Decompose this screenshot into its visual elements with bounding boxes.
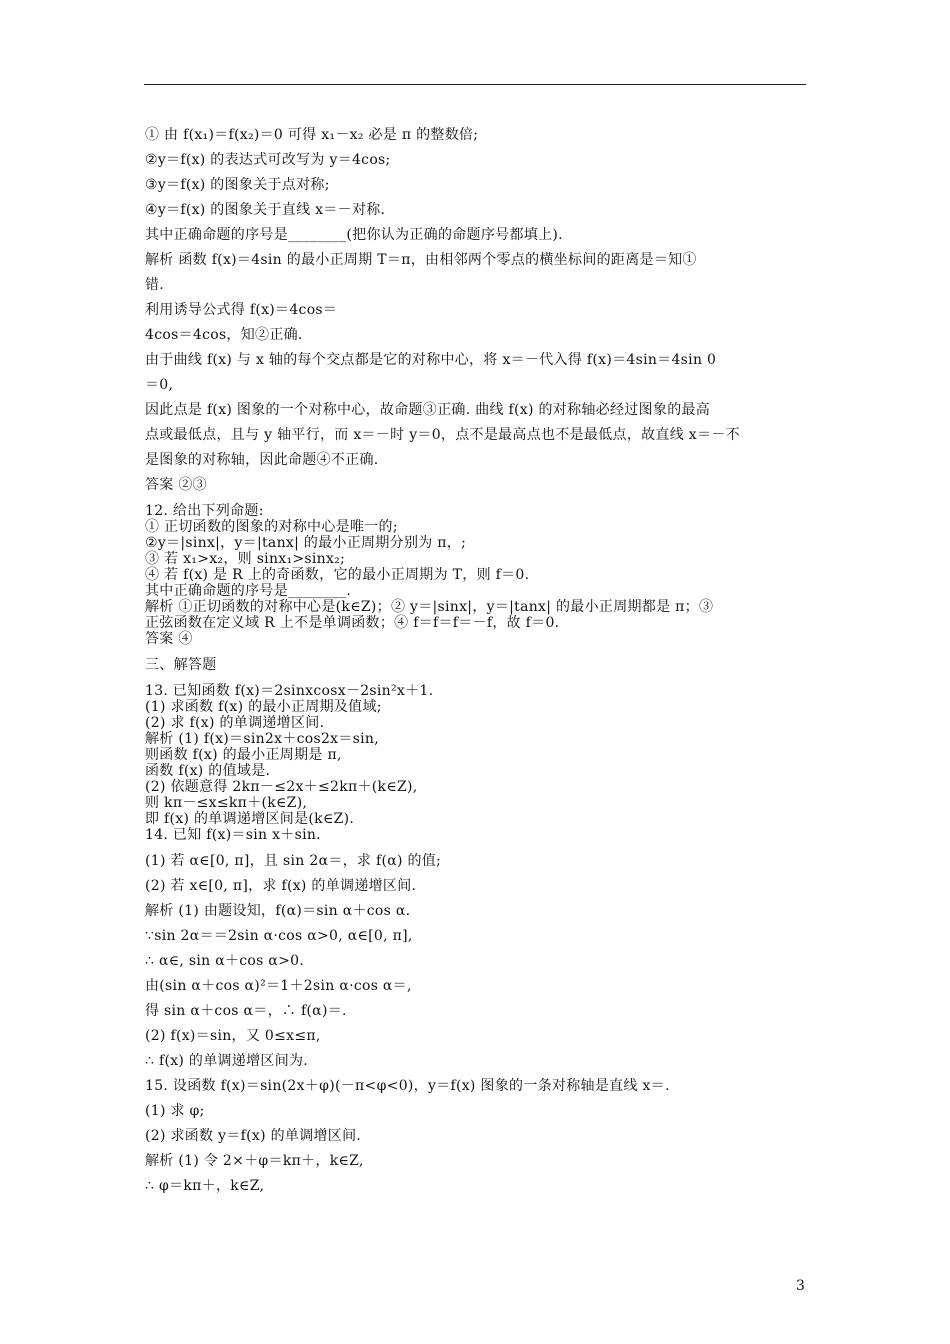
text-line: 解析 ①正切函数的对称中心是(k∈Z)；② y＝|sinx|，y＝|tanx| 的最小正周期都是 π；③ [145,599,714,615]
text-line: ②y＝f(x) 的表达式可改写为 y＝4cos; [145,152,391,168]
text-line: 利用诱导公式得 f(x)＝4cos＝ [145,302,338,318]
text-line: 函数 f(x) 的值域是. [145,763,271,779]
text-line: (2) 求 f(x) 的单调递增区间. [145,715,325,731]
text-line: 三、解答题 [145,657,217,673]
text-line: 由(sin α＋cos α)²＝1＋2sin α·cos α＝, [145,978,412,994]
text-line: 4cos＝4cos，知②正确. [145,327,303,343]
text-line: 解析 (1) f(x)＝sin2x＋cos2x＝sin, [145,731,379,747]
text-line: ① 正切函数的图象的对称中心是唯一的; [145,519,398,535]
text-line: 12. 给出下列命题: [145,503,264,519]
text-line: 其中正确命题的序号是________(把你认为正确的命题序号都填上). [145,227,563,243]
text-line: (2) 若 x∈[0, π]，求 f(x) 的单调递增区间. [145,878,417,894]
text-line: 得 sin α＋cos α＝，∴ f(α)＝. [145,1003,347,1019]
text-line: 由于曲线 f(x) 与 x 轴的每个交点都是它的对称中心，将 x＝－代入得 f(x)＝4sin＝4sin 0 [145,352,717,368]
text-line: 点或最低点，且与 y 轴平行，而 x＝－时 y＝0，点不是最高点也不是最低点，故直线 x＝－不 [145,427,740,443]
text-line: 答案 ②③ [145,477,207,493]
text-line: ① 由 f(x₁)＝f(x₂)＝0 可得 x₁－x₂ 必是 π 的整数倍; [145,127,479,143]
text-line: (2) f(x)＝sin，又 0≤x≤π, [145,1028,321,1044]
text-line: 15. 设函数 f(x)＝sin(2x＋φ)(－π<φ<0)，y＝f(x) 图象的一条对称轴是直线 x＝. [145,1078,670,1094]
text-line: ③y＝f(x) 的图象关于点对称; [145,177,330,193]
text-line: (2) 依题意得 2kπ－≤2x＋≤2kπ＋(k∈Z), [145,779,418,795]
text-line: 是图象的对称轴，因此命题④不正确. [145,452,379,468]
text-line: 答案 ④ [145,631,193,647]
text-line: 解析 (1) 令 2×＋φ＝kπ＋，k∈Z, [145,1153,364,1169]
text-line: 其中正确命题的序号是________. [145,583,352,599]
text-line: ③ 若 x₁>x₂，则 sinx₁>sinx₂; [145,551,346,567]
page-number: 3 [796,1278,805,1294]
text-line: ④ 若 f(x) 是 R 上的奇函数，它的最小正周期为 T，则 f＝0. [145,567,530,583]
text-line: (2) 求函数 y＝f(x) 的单调增区间. [145,1128,362,1144]
text-line: 14. 已知 f(x)＝sin x＋sin. [145,827,321,843]
text-line: (1) 若 α∈[0, π]，且 sin 2α＝，求 f(α) 的值; [145,853,442,869]
text-line: 解析 (1) 由题设知，f(α)＝sin α＋cos α. [145,903,411,919]
text-line: ∴ α∈, sin α＋cos α>0. [145,953,305,969]
text-line: ∴ f(x) 的单调递增区间为. [145,1053,309,1069]
text-line: 即 f(x) 的单调递增区间是(k∈Z). [145,811,355,827]
text-line: 错. [145,277,165,293]
text-line: 正弦函数在定义域 R 上不是单调函数；④ f＝f＝f＝－f，故 f＝0. [145,615,560,631]
text-line: ＝0, [145,377,174,393]
text-line: 因此点是 f(x) 图象的一个对称中心，故命题③正确. 曲线 f(x) 的对称轴必经过图象的最高 [145,402,711,418]
text-line: ∵sin 2α＝＝2sin α·cos α>0, α∈[0, π], [145,928,413,944]
text-line: ④y＝f(x) 的图象关于直线 x＝－对称. [145,202,386,218]
text-line: (1) 求 φ; [145,1103,205,1119]
text-line: 则 kπ－≤x≤kπ＋(k∈Z), [145,795,308,811]
text-line: ②y＝|sinx|，y＝|tanx| 的最小正周期分别为 π，; [145,535,467,551]
text-line: (1) 求函数 f(x) 的最小正周期及值域; [145,699,382,715]
text-line: 则函数 f(x) 的最小正周期是 π, [145,747,342,763]
header-rule [144,84,806,85]
text-line: 13. 已知函数 f(x)＝2sinxcosx－2sin²x＋1. [145,683,434,699]
text-line: ∴ φ＝kπ＋，k∈Z, [145,1178,265,1194]
text-line: 解析 函数 f(x)＝4sin 的最小正周期 T＝π，由相邻两个零点的横坐标间的距离是＝知① [145,252,697,268]
